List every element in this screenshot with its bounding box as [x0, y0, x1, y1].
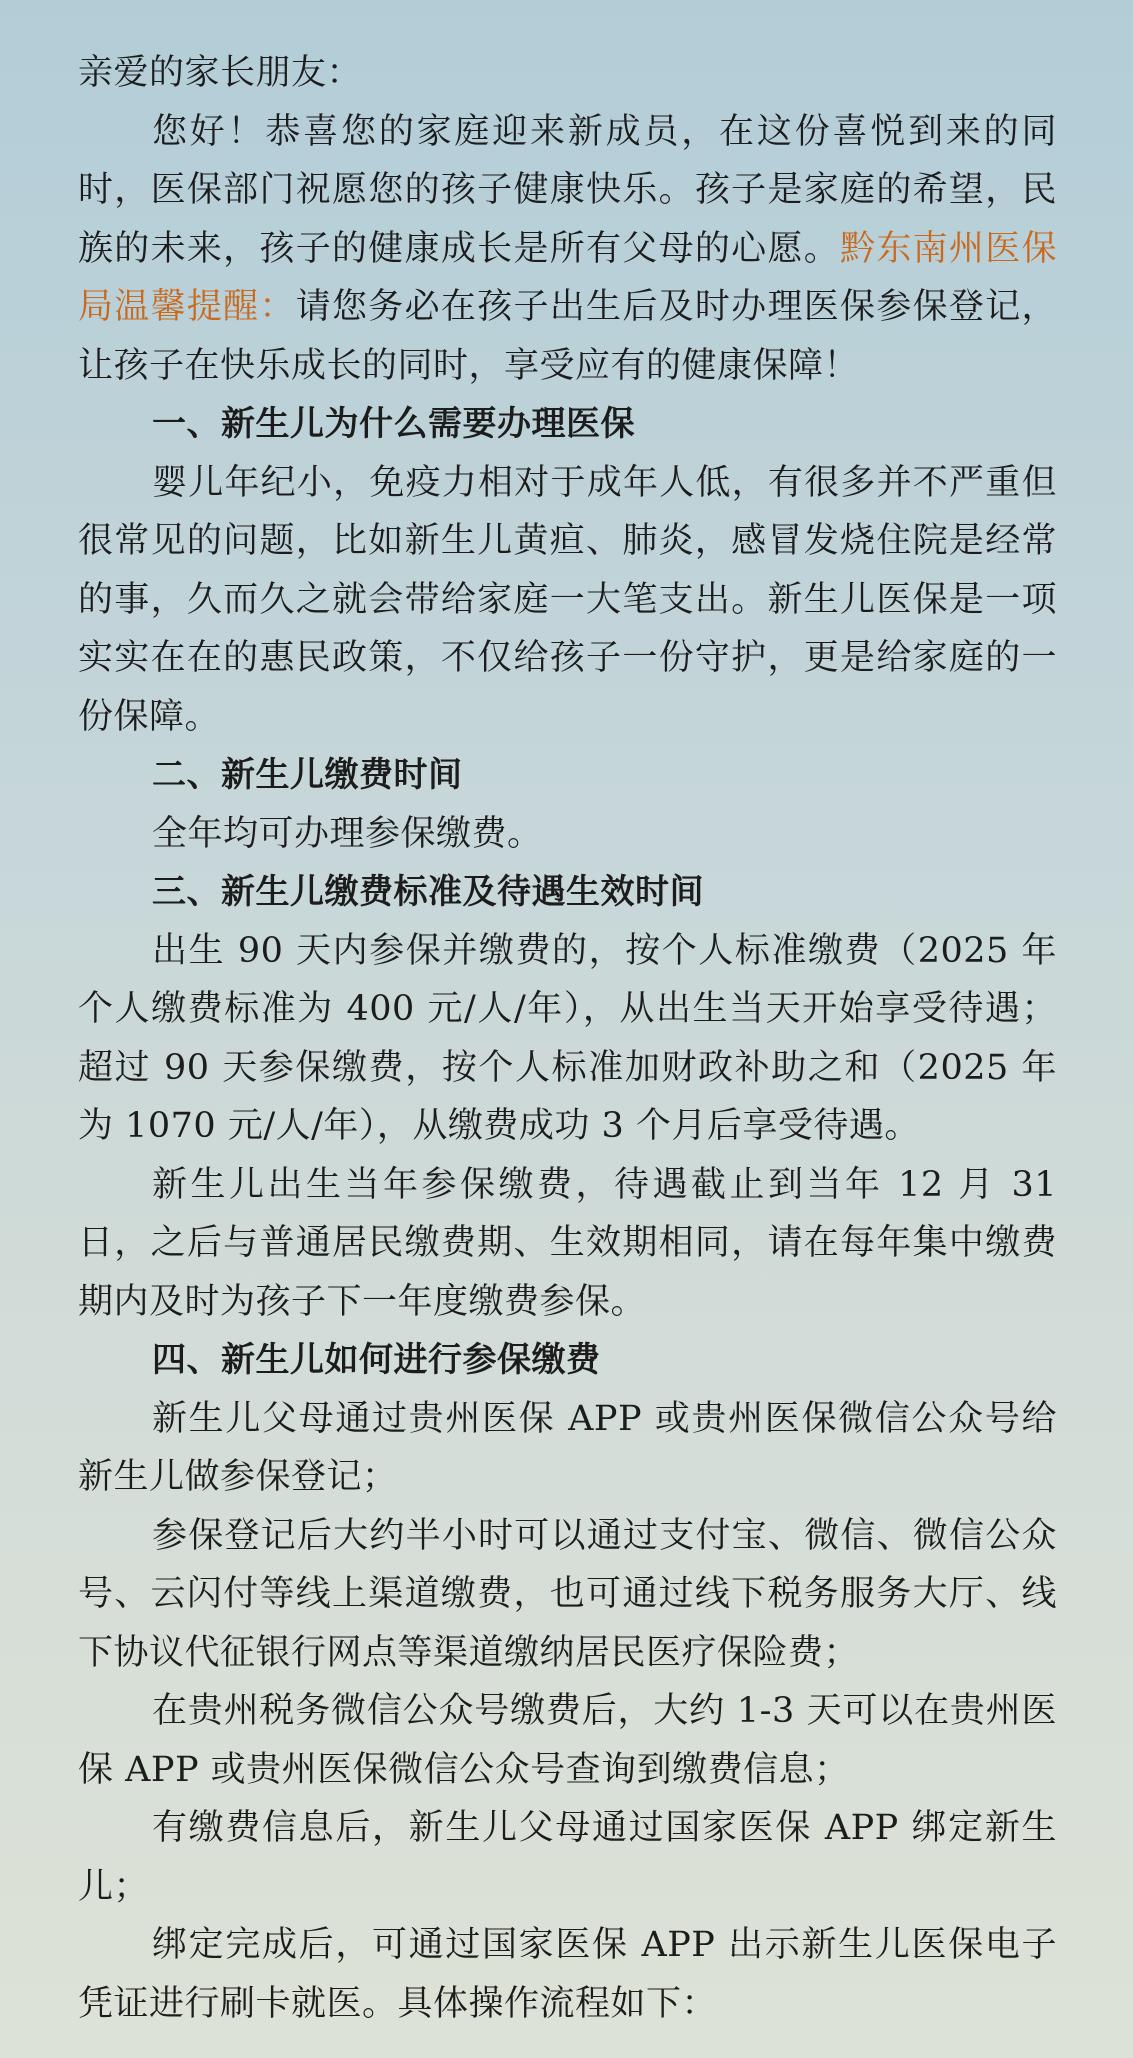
step-payment-query: 在贵州税务微信公众号缴费后，大约 1-3 天可以在贵州医保 APP 或贵州医保微信公众号查询到缴费信息； [78, 1691, 1057, 1790]
section-heading-why: 一、新生儿为什么需要办理医保 [152, 404, 635, 444]
intro-text-continued: 请您务必在孩子出生后及时办理医保参保登记，让孩子在快乐成长的同时，享受应有的健康保障！ [78, 287, 1057, 386]
intro-paragraph [78, 103, 1057, 396]
step-payment-channels: 参保登记后大约半小时可以通过支付宝、微信、微信公众号、云闪付等线上渠道缴费，也可通过线下税务服务大厅、线下协议代征银行网点等渠道缴纳居民医疗保险费； [78, 1515, 1057, 1673]
section-heading-time: 二、新生儿缴费时间 [152, 755, 463, 795]
reminder-highlight: 黔东南州医保局温馨提醒： [78, 228, 1057, 327]
step-use-e-voucher: 绑定完成后，可通过国家医保 APP 出示新生儿医保电子凭证进行刷卡就医。具体操作流程如下： [78, 1925, 1057, 2024]
section-heading-how: 四、新生儿如何进行参保缴费 [152, 1340, 601, 1380]
greeting: 亲爱的家长朋友： [78, 53, 363, 93]
step-bind-newborn: 有缴费信息后，新生儿父母通过国家医保 APP 绑定新生儿； [78, 1808, 1057, 1907]
intro-text: 您好！恭喜您的家庭迎来新成员，在这份喜悦到来的同时，医保部门祝愿您的孩子健康快乐。孩子是家庭的希望，民族的未来，孩子的健康成长是所有父母的心愿。 [78, 111, 1057, 269]
paragraph-coverage-period: 新生儿出生当年参保缴费，待遇截止到当年 12 月 31 日，之后与普通居民缴费期、生效期相同，请在每年集中缴费期内及时为孩子下一年度缴费参保。 [78, 1164, 1057, 1322]
section-heading-standard: 三、新生儿缴费标准及待遇生效时间 [152, 872, 704, 912]
paragraph-why: 婴儿年纪小，免疫力相对于成年人低，有很多并不严重但很常见的问题，比如新生儿黄疸、肺炎，感冒发烧住院是经常的事，久而久之就会带给家庭一大笔支出。新生儿医保是一项实实在在的惠民政策，不仅给孩子一份守护，更是给家庭的一份保障。 [78, 462, 1057, 737]
paragraph-standard: 出生 90 天内参保并缴费的，按个人标准缴费（2025 年个人缴费标准为 400 元/人/年），从出生当天开始享受待遇；超过 90 天参保缴费，按个人标准加财政补助之和（2025 年为 1070 元/人/年），从缴费成功 3 个月后享受待遇。 [78, 930, 1057, 1146]
step-registration: 新生儿父母通过贵州医保 APP 或贵州医保微信公众号给新生儿做参保登记； [78, 1398, 1057, 1497]
paragraph-time: 全年均可办理参保缴费。 [152, 813, 543, 854]
